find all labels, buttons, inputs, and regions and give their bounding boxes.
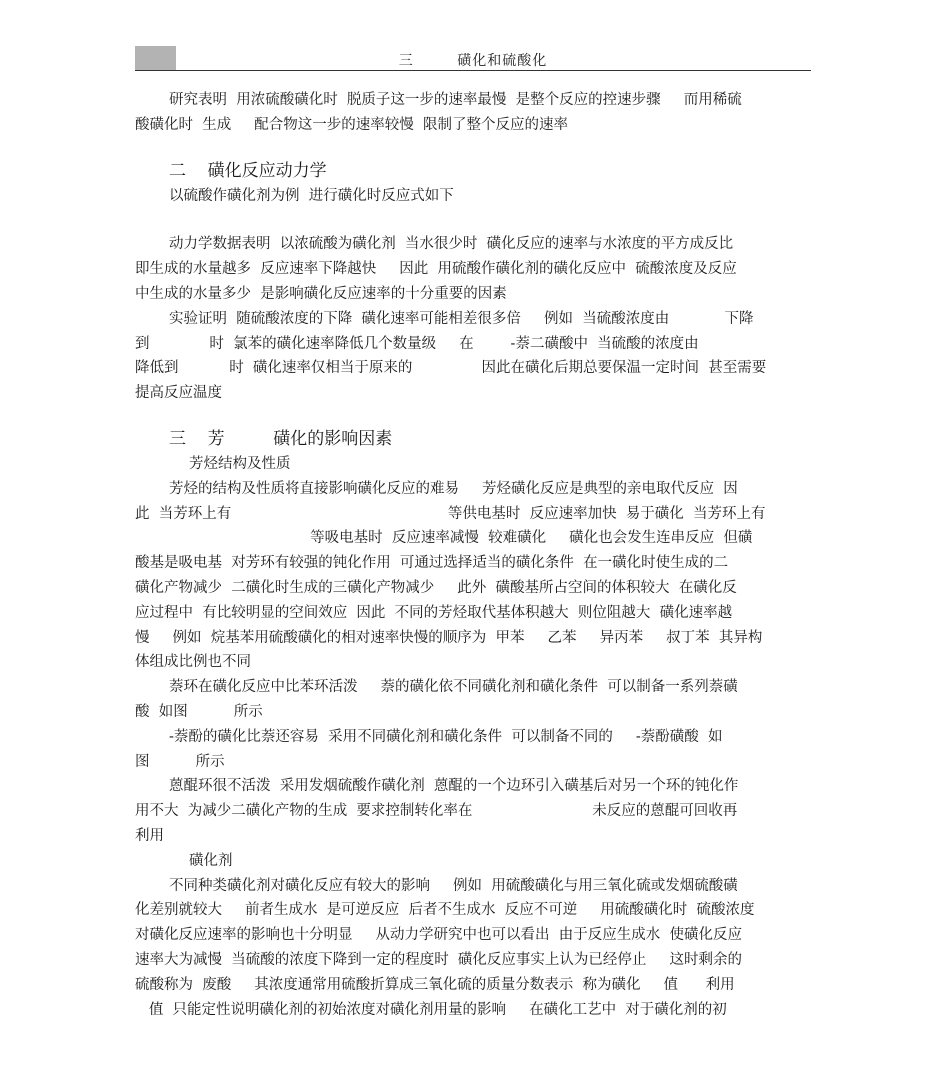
text-line: 慢 例如 烷基苯用硫酸磺化的相对速率快慢的顺序为 甲苯 乙苯 异丙苯 叔丁苯 其异构 <box>135 629 763 646</box>
text-line: 不同种类磺化剂对磺化反应有较大的影响 例如 用硫酸磺化与用三氧化硫或发烟硫酸磺 <box>169 877 738 894</box>
page-body <box>135 88 811 1022</box>
page-header <box>135 44 811 70</box>
text-line: 对磺化反应速率的影响也十分明显 从动力学研究中也可以看出 由于反应生成水 使磺化反应 <box>135 927 742 944</box>
text-line: 酸磺化时 生成 配合物这一步的速率较慢 限制了整个反应的速率 <box>135 116 568 133</box>
text-line: 动力学数据表明 以浓硫酸为磺化剂 当水很少时 磺化反应的速率与水浓度的平方成反比 <box>169 236 734 253</box>
section-heading-kinetics: 二 磺化反应动力学 <box>169 160 327 181</box>
subsection-heading-aromatic-structure: 芳烃结构及性质 <box>189 455 291 472</box>
text-line: 利用 <box>135 827 164 844</box>
text-line: 酸基是吸电基 对芳环有较强的钝化作用 可通过选择适当的磺化条件 在一磺化时使生成的二 <box>135 555 729 572</box>
section-heading-influencing-factors: 三 芳 磺化的影响因素 <box>169 428 393 449</box>
text-line: 值 只能定性说明磺化剂的初始浓度对磺化剂用量的影响 在磺化工艺中 对于磺化剂的初 <box>135 1001 727 1018</box>
text-line: 图 所示 <box>135 753 225 770</box>
text-line: 实验证明 随硫酸浓度的下降 磺化速率可能相差很多倍 例如 当硫酸浓度由 下降 <box>169 310 754 327</box>
text-line: 化差别就较大 前者生成水 是可逆反应 后者不生成水 反应不可逆 用硫酸磺化时 硫酸浓度 <box>135 902 755 919</box>
text-line: 应过程中 有比较明显的空间效应 因此 不同的芳烃取代基体积越大 则位阻越大 磺化速率越 <box>135 604 733 621</box>
running-header-title: 三 磺化和硫酸化 <box>398 53 548 69</box>
text-line: 提高反应温度 <box>135 385 222 402</box>
header-rule <box>135 70 811 71</box>
text-line: 降低到 时 磺化速率仅相当于原来的 因此在磺化后期总要保温一定时间 甚至需要 <box>135 360 767 377</box>
text-line: 蒽醌环很不活泼 采用发烟硫酸作磺化剂 蒽醌的一个边环引入磺基后对另一个环的钝化作 <box>169 778 739 795</box>
text-line: 萘环在磺化反应中比苯环活泼 萘的磺化依不同磺化剂和磺化条件 可以制备一系列萘磺 <box>169 679 738 696</box>
text-line: 即生成的水量越多 反应速率下降越快 因此 用硫酸作磺化剂的磺化反应中 硫酸浓度及反应 <box>135 261 737 278</box>
text-line: 用不大 为减少二磺化产物的生成 要求控制转化率在 未反应的蒽醌可回收再 <box>135 803 738 820</box>
text-line: 等吸电基时 反应速率减慢 较难磺化 磺化也会发生连串反应 但磺 <box>135 530 753 547</box>
text-line: 速率大为减慢 当硫酸的浓度下降到一定的程度时 磺化反应事实上认为已经停止 这时剩余的 <box>135 951 742 968</box>
text-line: 到 时 氯苯的磺化速率降低几个数量级 在 -萘二磺酸中 当硫酸的浓度由 <box>135 335 699 352</box>
text-line: 芳烃的结构及性质将直接影响磺化反应的难易 芳烃磺化反应是典型的亲电取代反应 因 <box>169 480 738 497</box>
text-line: -萘酚的磺化比萘还容易 采用不同磺化剂和磺化条件 可以制备不同的 -萘酚磺酸 如 <box>169 728 723 745</box>
text-line: 体组成比例也不同 <box>135 654 251 671</box>
text-line: 磺化产物减少 二磺化时生成的三磺化产物减少 此外 磺酸基所占空间的体积较大 在磺化反 <box>135 579 737 596</box>
text-line: 此 当芳环上有 等供电基时 反应速率加快 易于磺化 当芳环上有 <box>135 505 766 522</box>
text-line: 研究表明 用浓硫酸磺化时 脱质子这一步的速率最慢 是整个反应的控速步骤 而用稀硫 <box>169 92 742 108</box>
text-line: 以硫酸作磺化剂为例 进行磺化时反应式如下 <box>169 187 454 204</box>
text-line: 硫酸称为 废酸 其浓度通常用硫酸折算成三氧化硫的质量分数表示 称为磺化 值 利用 <box>135 976 735 993</box>
text-line: 中生成的水量多少 是影响磺化反应速率的十分重要的因素 <box>135 285 507 302</box>
subsection-heading-sulfonating-agent: 磺化剂 <box>189 852 233 869</box>
text-line: 酸 如图 所示 <box>135 703 263 720</box>
